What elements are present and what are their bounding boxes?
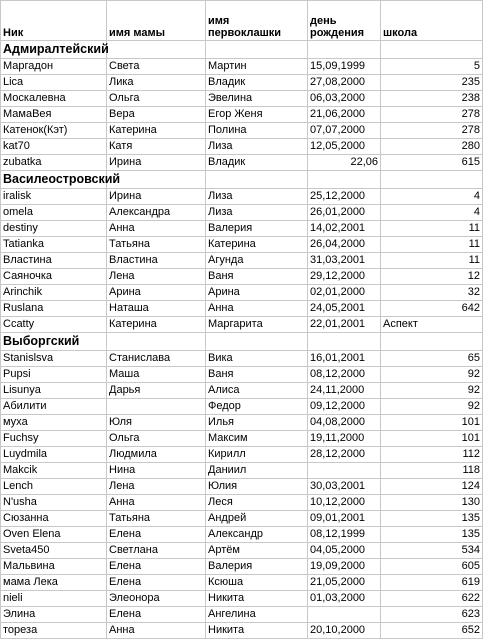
cell-mother-name[interactable]: Александра: [107, 205, 206, 221]
header-nick[interactable]: Ник: [1, 1, 107, 41]
cell-nick[interactable]: nieli: [1, 591, 107, 607]
cell-birthday[interactable]: 08,12,2000: [308, 367, 381, 383]
cell-birthday[interactable]: 12,05,2000: [308, 139, 381, 155]
cell-mother-name[interactable]: Лена: [107, 269, 206, 285]
cell-mother-name[interactable]: Катерина: [107, 123, 206, 139]
header-school[interactable]: школа: [381, 1, 483, 41]
table-row: [1, 559, 483, 575]
header-mother-name[interactable]: имя мамы: [107, 1, 206, 41]
cell-birthday[interactable]: 28,12,2000: [308, 447, 381, 463]
table-row: [1, 623, 483, 639]
cell-nick[interactable]: Lisunya: [1, 383, 107, 399]
cell-birthday[interactable]: 15,09,1999: [308, 59, 381, 75]
cell-child-name[interactable]: Валерия: [206, 221, 308, 237]
cell-mother-name[interactable]: Татьяна: [107, 237, 206, 253]
cell-birthday[interactable]: 21,06,2000: [308, 107, 381, 123]
cell-mother-name[interactable]: [107, 399, 206, 415]
cell-nick[interactable]: Ruslana: [1, 301, 107, 317]
cell-school[interactable]: 92: [381, 383, 483, 399]
header-child-name[interactable]: имя первоклашки: [206, 1, 308, 41]
cell-school[interactable]: 642: [381, 301, 483, 317]
cell-school[interactable]: 235: [381, 75, 483, 91]
table-row: [1, 463, 483, 479]
cell-mother-name[interactable]: Ирина: [107, 189, 206, 205]
empty-cell[interactable]: [206, 41, 308, 59]
empty-cell[interactable]: [308, 41, 381, 59]
table-row: [1, 75, 483, 91]
cell-birthday[interactable]: 04,08,2000: [308, 415, 381, 431]
table-row: [1, 511, 483, 527]
cell-child-name[interactable]: Владик: [206, 75, 308, 91]
cell-child-name[interactable]: Ангелина: [206, 607, 308, 623]
cell-school[interactable]: 11: [381, 237, 483, 253]
cell-mother-name[interactable]: Елена: [107, 575, 206, 591]
cell-nick[interactable]: omela: [1, 205, 107, 221]
cell-child-name[interactable]: Артём: [206, 543, 308, 559]
cell-nick[interactable]: муха: [1, 415, 107, 431]
cell-nick[interactable]: zubatka: [1, 155, 107, 171]
table-row: [1, 91, 483, 107]
cell-birthday[interactable]: 14,02,2001: [308, 221, 381, 237]
cell-school[interactable]: 135: [381, 511, 483, 527]
cell-school[interactable]: 65: [381, 351, 483, 367]
cell-mother-name[interactable]: Нина: [107, 463, 206, 479]
cell-mother-name[interactable]: Татьяна: [107, 511, 206, 527]
table-row: [1, 591, 483, 607]
table-row: [1, 399, 483, 415]
cell-nick[interactable]: мама Лека: [1, 575, 107, 591]
cell-mother-name[interactable]: Ольга: [107, 431, 206, 447]
cell-birthday[interactable]: 01,03,2000: [308, 591, 381, 607]
table-row: [1, 155, 483, 171]
cell-nick[interactable]: Сюзанна: [1, 511, 107, 527]
table-row: [1, 139, 483, 155]
cell-birthday[interactable]: 19,11,2000: [308, 431, 381, 447]
cell-school[interactable]: 615: [381, 155, 483, 171]
cell-school[interactable]: 4: [381, 205, 483, 221]
cell-child-name[interactable]: Лиза: [206, 205, 308, 221]
table-row: [1, 415, 483, 431]
cell-mother-name[interactable]: Наташа: [107, 301, 206, 317]
cell-child-name[interactable]: Федор: [206, 399, 308, 415]
cell-mother-name[interactable]: Катерина: [107, 317, 206, 333]
cell-school[interactable]: 101: [381, 431, 483, 447]
empty-cell[interactable]: [381, 333, 483, 351]
section-title[interactable]: Адмиралтейский: [1, 41, 107, 59]
cell-child-name[interactable]: Ваня: [206, 367, 308, 383]
cell-child-name[interactable]: Александр: [206, 527, 308, 543]
cell-child-name[interactable]: Егор Женя: [206, 107, 308, 123]
table-row: [1, 221, 483, 237]
cell-mother-name[interactable]: Элеонора: [107, 591, 206, 607]
cell-birthday[interactable]: 19,09,2000: [308, 559, 381, 575]
cell-mother-name[interactable]: Елена: [107, 559, 206, 575]
cell-nick[interactable]: Мальвина: [1, 559, 107, 575]
cell-birthday[interactable]: 31,03,2001: [308, 253, 381, 269]
cell-mother-name[interactable]: Анна: [107, 495, 206, 511]
table-row: [1, 107, 483, 123]
cell-birthday[interactable]: 07,07,2000: [308, 123, 381, 139]
section-title[interactable]: Василеостровский: [1, 171, 107, 189]
table-row: [1, 479, 483, 495]
cell-birthday[interactable]: 08,12,1999: [308, 527, 381, 543]
cell-mother-name[interactable]: Лена: [107, 479, 206, 495]
cell-nick[interactable]: Arinchik: [1, 285, 107, 301]
cell-nick[interactable]: Lench: [1, 479, 107, 495]
cell-nick[interactable]: Элина: [1, 607, 107, 623]
cell-child-name[interactable]: Лиза: [206, 139, 308, 155]
table-row: [1, 285, 483, 301]
cell-child-name[interactable]: Эвелина: [206, 91, 308, 107]
empty-cell[interactable]: [381, 41, 483, 59]
cell-school[interactable]: 280: [381, 139, 483, 155]
cell-mother-name[interactable]: Елена: [107, 527, 206, 543]
cell-school[interactable]: 92: [381, 399, 483, 415]
cell-school[interactable]: 11: [381, 221, 483, 237]
cell-nick[interactable]: Катенок(Кэт): [1, 123, 107, 139]
cell-nick[interactable]: Властина: [1, 253, 107, 269]
cell-school[interactable]: 652: [381, 623, 483, 639]
cell-mother-name[interactable]: Светлана: [107, 543, 206, 559]
cell-school[interactable]: 118: [381, 463, 483, 479]
cell-child-name[interactable]: Максим: [206, 431, 308, 447]
table-row: [1, 269, 483, 285]
cell-school[interactable]: 112: [381, 447, 483, 463]
cell-child-name[interactable]: Арина: [206, 285, 308, 301]
cell-mother-name[interactable]: Катя: [107, 139, 206, 155]
cell-nick[interactable]: iralisk: [1, 189, 107, 205]
empty-cell[interactable]: [206, 333, 308, 351]
cell-school[interactable]: 5: [381, 59, 483, 75]
cell-school[interactable]: 12: [381, 269, 483, 285]
cell-mother-name[interactable]: Властина: [107, 253, 206, 269]
cell-birthday[interactable]: 22,01,2001: [308, 317, 381, 333]
cell-nick[interactable]: Sveta450: [1, 543, 107, 559]
cell-mother-name[interactable]: Юля: [107, 415, 206, 431]
cell-birthday[interactable]: 09,12,2000: [308, 399, 381, 415]
cell-mother-name[interactable]: Лика: [107, 75, 206, 91]
cell-child-name[interactable]: Катерина: [206, 237, 308, 253]
table-row: [1, 123, 483, 139]
cell-school[interactable]: 101: [381, 415, 483, 431]
cell-birthday[interactable]: 09,01,2001: [308, 511, 381, 527]
cell-birthday[interactable]: 02,01,2000: [308, 285, 381, 301]
cell-child-name[interactable]: Илья: [206, 415, 308, 431]
cell-nick[interactable]: Fuchsy: [1, 431, 107, 447]
cell-nick[interactable]: Саяночка: [1, 269, 107, 285]
cell-birthday[interactable]: 29,12,2000: [308, 269, 381, 285]
cell-child-name[interactable]: Андрей: [206, 511, 308, 527]
cell-child-name[interactable]: Никита: [206, 623, 308, 639]
table-row: [1, 367, 483, 383]
cell-nick[interactable]: destiny: [1, 221, 107, 237]
cell-nick[interactable]: Lica: [1, 75, 107, 91]
cell-mother-name[interactable]: Анна: [107, 221, 206, 237]
header-row: [1, 1, 483, 41]
cell-mother-name[interactable]: Ирина: [107, 155, 206, 171]
cell-birthday[interactable]: 24,11,2000: [308, 383, 381, 399]
empty-cell[interactable]: [381, 171, 483, 189]
cell-birthday[interactable]: 16,01,2001: [308, 351, 381, 367]
cell-school[interactable]: 278: [381, 107, 483, 123]
cell-school[interactable]: 619: [381, 575, 483, 591]
cell-mother-name[interactable]: Елена: [107, 607, 206, 623]
table-row: [1, 59, 483, 75]
cell-birthday[interactable]: 20,10,2000: [308, 623, 381, 639]
cell-nick[interactable]: Luydmila: [1, 447, 107, 463]
cell-birthday[interactable]: 04,05,2000: [308, 543, 381, 559]
cell-child-name[interactable]: Кирилл: [206, 447, 308, 463]
table-row: [1, 447, 483, 463]
cell-nick[interactable]: МамаВея: [1, 107, 107, 123]
cell-mother-name[interactable]: Света: [107, 59, 206, 75]
cell-birthday[interactable]: [308, 463, 381, 479]
cell-child-name[interactable]: Даниил: [206, 463, 308, 479]
table-row: [1, 237, 483, 253]
cell-child-name[interactable]: Анна: [206, 301, 308, 317]
cell-child-name[interactable]: Ваня: [206, 269, 308, 285]
section-row: [1, 333, 483, 351]
cell-birthday[interactable]: 30,03,2001: [308, 479, 381, 495]
cell-school[interactable]: 32: [381, 285, 483, 301]
cell-mother-name[interactable]: Маша: [107, 367, 206, 383]
cell-child-name[interactable]: Юлия: [206, 479, 308, 495]
cell-school[interactable]: 124: [381, 479, 483, 495]
cell-school[interactable]: 238: [381, 91, 483, 107]
cell-school[interactable]: 622: [381, 591, 483, 607]
table-row: [1, 607, 483, 623]
cell-nick[interactable]: kat70: [1, 139, 107, 155]
table-row: [1, 351, 483, 367]
cell-child-name[interactable]: Мартин: [206, 59, 308, 75]
cell-school[interactable]: 92: [381, 367, 483, 383]
table-row: [1, 575, 483, 591]
cell-nick[interactable]: Pupsi: [1, 367, 107, 383]
empty-cell[interactable]: [308, 171, 381, 189]
table-row: [1, 543, 483, 559]
cell-school[interactable]: 11: [381, 253, 483, 269]
cell-mother-name[interactable]: Людмила: [107, 447, 206, 463]
cell-nick[interactable]: Oven Elena: [1, 527, 107, 543]
cell-school[interactable]: 278: [381, 123, 483, 139]
table-row: [1, 205, 483, 221]
cell-birthday[interactable]: 10,12,2000: [308, 495, 381, 511]
cell-school[interactable]: 605: [381, 559, 483, 575]
table-row: [1, 431, 483, 447]
cell-birthday[interactable]: 21,05,2000: [308, 575, 381, 591]
empty-cell[interactable]: [308, 333, 381, 351]
cell-birthday[interactable]: 27,08,2000: [308, 75, 381, 91]
cell-nick[interactable]: тореза: [1, 623, 107, 639]
cell-birthday[interactable]: 26,01,2000: [308, 205, 381, 221]
section-title[interactable]: Выборгский: [1, 333, 107, 351]
cell-nick[interactable]: Ccatty: [1, 317, 107, 333]
cell-nick[interactable]: Tatianka: [1, 237, 107, 253]
empty-cell[interactable]: [206, 171, 308, 189]
section-row: [1, 171, 483, 189]
cell-child-name[interactable]: Никита: [206, 591, 308, 607]
cell-child-name[interactable]: Агунда: [206, 253, 308, 269]
empty-cell[interactable]: [107, 41, 206, 59]
cell-child-name[interactable]: Алиса: [206, 383, 308, 399]
cell-school[interactable]: 4: [381, 189, 483, 205]
cell-nick[interactable]: Москалевна: [1, 91, 107, 107]
cell-child-name[interactable]: Маргарита: [206, 317, 308, 333]
cell-school[interactable]: 135: [381, 527, 483, 543]
table-row: [1, 527, 483, 543]
cell-mother-name[interactable]: Дарья: [107, 383, 206, 399]
header-birthday[interactable]: день рождения: [308, 1, 381, 41]
cell-school[interactable]: Аспект: [381, 317, 483, 333]
cell-child-name[interactable]: Лиза: [206, 189, 308, 205]
cell-nick[interactable]: N'usha: [1, 495, 107, 511]
table-row: [1, 301, 483, 317]
table-row: [1, 317, 483, 333]
section-row: [1, 41, 483, 59]
cell-child-name[interactable]: Полина: [206, 123, 308, 139]
cell-birthday[interactable]: [308, 607, 381, 623]
cell-birthday[interactable]: 26,04,2000: [308, 237, 381, 253]
empty-cell[interactable]: [107, 333, 206, 351]
table-row: [1, 189, 483, 205]
cell-mother-name[interactable]: Ольга: [107, 91, 206, 107]
cell-mother-name[interactable]: Арина: [107, 285, 206, 301]
cell-nick[interactable]: Makcik: [1, 463, 107, 479]
cell-child-name[interactable]: Вика: [206, 351, 308, 367]
cell-child-name[interactable]: Валерия: [206, 559, 308, 575]
table-row: [1, 495, 483, 511]
cell-child-name[interactable]: Леся: [206, 495, 308, 511]
cell-mother-name[interactable]: Станислава: [107, 351, 206, 367]
cell-nick[interactable]: Маргадон: [1, 59, 107, 75]
cell-school[interactable]: 130: [381, 495, 483, 511]
cell-nick[interactable]: Абилити: [1, 399, 107, 415]
cell-nick[interactable]: Stanislsva: [1, 351, 107, 367]
empty-cell[interactable]: [107, 171, 206, 189]
cell-birthday[interactable]: 25,12,2000: [308, 189, 381, 205]
table-row: [1, 383, 483, 399]
cell-child-name[interactable]: Владик: [206, 155, 308, 171]
cell-mother-name[interactable]: Анна: [107, 623, 206, 639]
cell-mother-name[interactable]: Вера: [107, 107, 206, 123]
cell-birthday[interactable]: 06,03,2000: [308, 91, 381, 107]
cell-birthday[interactable]: 24,05,2001: [308, 301, 381, 317]
cell-school[interactable]: 623: [381, 607, 483, 623]
table-row: [1, 253, 483, 269]
cell-birthday[interactable]: 22,06: [308, 155, 381, 171]
cell-school[interactable]: 534: [381, 543, 483, 559]
cell-child-name[interactable]: Ксюша: [206, 575, 308, 591]
